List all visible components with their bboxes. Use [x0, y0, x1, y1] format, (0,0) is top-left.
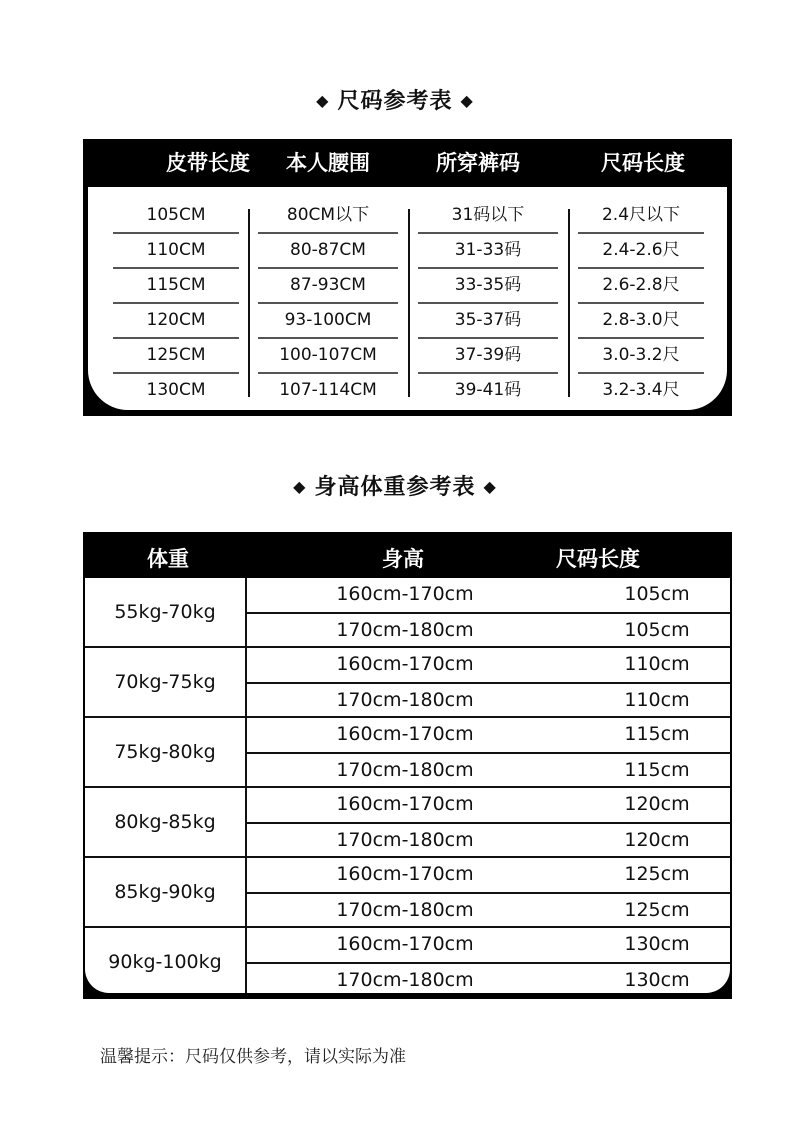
table-cell: 100-107CM — [258, 339, 398, 374]
table-cell: 35-37码 — [418, 304, 558, 339]
size-cell: 115cm — [624, 723, 690, 745]
table-cell: 125CM — [113, 339, 239, 374]
table-cell: 37-39码 — [418, 339, 558, 374]
weight-group — [85, 858, 730, 926]
weight-group — [85, 578, 730, 646]
height-cell: 160cm-170cm — [336, 653, 474, 675]
size-cell: 105cm — [624, 583, 690, 605]
height-weight-table — [83, 532, 732, 999]
table-cell: 93-100CM — [258, 304, 398, 339]
weight-cell: 90kg-100kg — [85, 928, 247, 993]
table-row — [247, 753, 730, 787]
belt-size-title-text: 尺码参考表 — [337, 89, 453, 114]
table-cell: 2.4-2.6尺 — [578, 234, 704, 269]
weight-cell: 70kg-75kg — [85, 648, 247, 716]
size-cell: 110cm — [624, 653, 690, 675]
height-cell: 160cm-170cm — [336, 863, 474, 885]
height-cell: 170cm-180cm — [336, 969, 474, 991]
table-cell: 105CM — [113, 199, 239, 234]
diamond-icon: ◆ — [460, 91, 474, 110]
weight-group — [85, 928, 730, 993]
weight-cell: 85kg-90kg — [85, 858, 247, 926]
table-cell: 87-93CM — [258, 269, 398, 304]
belt-table-column — [113, 199, 239, 407]
column-divider — [408, 209, 410, 397]
column-divider — [568, 209, 570, 397]
belt-table-column — [578, 199, 704, 407]
weight-group — [85, 788, 730, 856]
table-row — [247, 683, 730, 717]
size-cell: 120cm — [624, 829, 690, 851]
size-tip: 温馨提示：尺码仅供参考，请以实际为准 — [100, 1047, 406, 1067]
table-cell: 39-41码 — [454, 380, 522, 400]
belt-table-column — [418, 199, 558, 407]
table-cell: 107-114CM — [279, 380, 377, 400]
size-cell: 120cm — [624, 793, 690, 815]
height-weight-title — [0, 470, 790, 501]
row-divider — [247, 752, 730, 754]
diamond-icon: ◆ — [316, 91, 330, 110]
belt-table-column — [258, 199, 398, 407]
column-divider — [248, 209, 250, 397]
size-cell: 125cm — [624, 863, 690, 885]
row-divider — [247, 682, 730, 684]
weight-cell: 80kg-85kg — [85, 788, 247, 856]
weight-group — [85, 718, 730, 786]
table-cell: 120CM — [113, 304, 239, 339]
diamond-icon: ◆ — [483, 477, 497, 496]
size-cell: 130cm — [624, 969, 690, 991]
row-divider — [247, 892, 730, 894]
height-cell: 160cm-170cm — [336, 793, 474, 815]
weight-group — [85, 648, 730, 716]
diamond-icon: ◆ — [293, 477, 307, 496]
height-weight-title-text: 身高体重参考表 — [314, 475, 476, 500]
header-pants-size: 所穿裤码 — [436, 151, 520, 175]
size-cell: 110cm — [624, 689, 690, 711]
table-row — [247, 927, 730, 961]
table-row — [247, 963, 730, 993]
header-waist: 本人腰围 — [286, 151, 370, 175]
table-row — [247, 893, 730, 927]
table-cell: 31-33码 — [418, 234, 558, 269]
table-cell: 115CM — [113, 269, 239, 304]
header-size-length: 尺码长度 — [601, 151, 685, 175]
size-cell: 125cm — [624, 899, 690, 921]
row-divider — [247, 612, 730, 614]
belt-size-table — [83, 139, 732, 416]
table-cell: 130CM — [146, 380, 206, 400]
header-belt-length: 皮带长度 — [166, 151, 250, 175]
weight-cell: 55kg-70kg — [85, 578, 247, 646]
header-weight: 体重 — [147, 547, 189, 571]
height-cell: 170cm-180cm — [336, 899, 474, 921]
table-cell: 2.8-3.0尺 — [578, 304, 704, 339]
table-cell: 2.4尺以下 — [578, 199, 704, 234]
weight-cell: 75kg-80kg — [85, 718, 247, 786]
table-cell: 31码以下 — [418, 199, 558, 234]
table-row — [247, 857, 730, 891]
size-cell: 130cm — [624, 933, 690, 955]
height-cell: 160cm-170cm — [336, 723, 474, 745]
table-row — [247, 578, 730, 611]
table-cell: 80CM以下 — [258, 199, 398, 234]
table-cell: 110CM — [113, 234, 239, 269]
table-row — [247, 717, 730, 751]
height-cell: 160cm-170cm — [336, 933, 474, 955]
height-weight-header — [83, 532, 732, 578]
table-row — [247, 647, 730, 681]
height-cell: 170cm-180cm — [336, 619, 474, 641]
table-row — [247, 787, 730, 821]
height-cell: 170cm-180cm — [336, 689, 474, 711]
header-height: 身高 — [382, 547, 424, 571]
table-cell: 3.2-3.4尺 — [602, 380, 680, 400]
table-cell: 3.0-3.2尺 — [578, 339, 704, 374]
belt-size-title — [0, 84, 790, 115]
table-cell: 2.6-2.8尺 — [578, 269, 704, 304]
height-cell: 160cm-170cm — [336, 583, 474, 605]
height-weight-body — [85, 578, 730, 993]
header-size-length: 尺码长度 — [556, 547, 640, 571]
table-row — [247, 613, 730, 647]
size-cell: 105cm — [624, 619, 690, 641]
table-cell: 80-87CM — [258, 234, 398, 269]
row-divider — [247, 822, 730, 824]
size-cell: 115cm — [624, 759, 690, 781]
table-cell: 33-35码 — [418, 269, 558, 304]
height-cell: 170cm-180cm — [336, 759, 474, 781]
row-divider — [247, 962, 730, 964]
belt-table-body — [88, 187, 727, 410]
height-cell: 170cm-180cm — [336, 829, 474, 851]
belt-table-header — [83, 139, 732, 187]
table-row — [247, 823, 730, 857]
